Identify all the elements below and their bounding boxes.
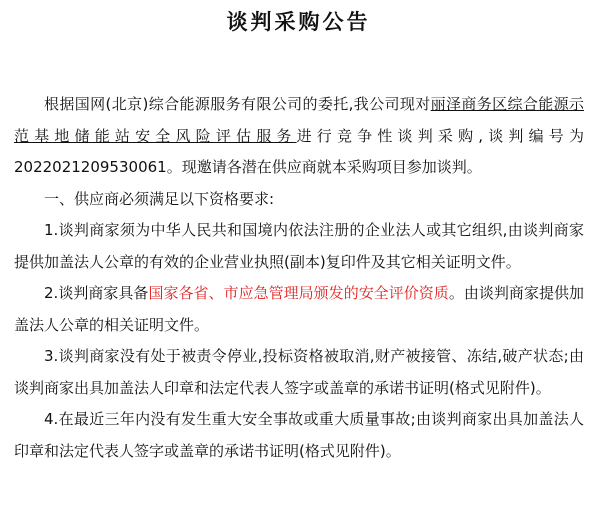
page-title: 谈判采购公告 — [226, 10, 371, 34]
announcement-body — [14, 89, 584, 467]
intro-text-2: 进行竞争性谈判采购,谈判编号为2022021209530061。现邀请各潜在供应商就本采购项目参加谈判。 — [14, 126, 584, 176]
requirement-4: 4.在最近三年内没有发生重大安全事故或重大质量事故;由谈判商家出具加盖法人印章和法定代表人签字或盖章的承诺书证明(格式见附件)。 — [14, 410, 584, 460]
section-heading: 一、供应商必须满足以下资格要求: — [44, 189, 275, 208]
intro-text-1: 根据国网(北京)综合能源服务有限公司的委托,我公司现对 — [44, 95, 431, 113]
requirement-2-prefix: 2.谈判商家具备 — [44, 284, 149, 302]
requirement-3: 3.谈判商家没有处于被责令停业,投标资格被取消,财产被接管、冻结,破产状态;由谈判商家出具加盖法人印章和法定代表人签字或盖章的承诺书证明(格式见附件)。 — [14, 347, 584, 397]
requirement-2-suffix: 。由谈判商家提供加盖法人公章的相关证明文件。 — [14, 284, 584, 334]
project-name-link[interactable]: 丽泽商务区综合能源示范基地储能站安全风险评估服务 — [14, 95, 584, 145]
intro-paragraph — [14, 89, 584, 184]
qualification-highlight: 国家各省、市应急管理局颁发的安全评价资质 — [148, 284, 449, 302]
requirement-1: 1.谈判商家须为中华人民共和国境内依法注册的企业法人或其它组织,由谈判商家提供加盖法人公章的有效的企业营业执照(副本)复印件及其它相关证明文件。 — [14, 221, 584, 271]
requirement-2 — [14, 278, 584, 341]
